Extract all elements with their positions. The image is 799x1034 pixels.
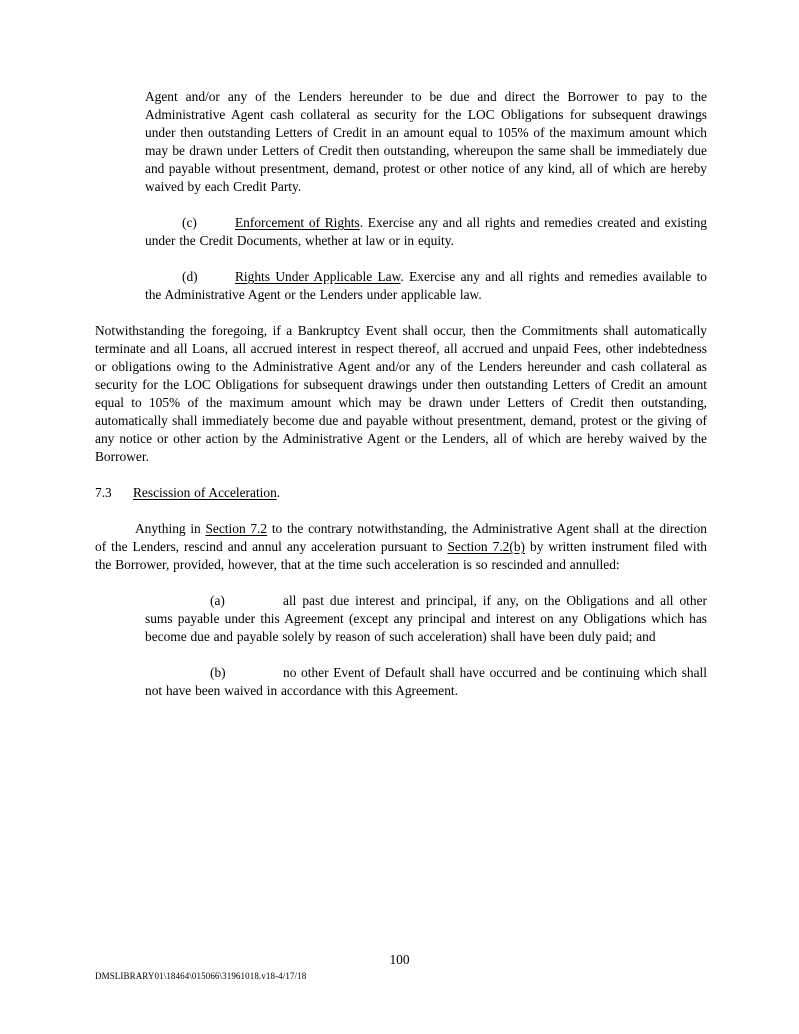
section-title-period: . — [276, 485, 281, 500]
clause-d-label: (d) — [182, 269, 198, 284]
clause-b-label: (b) — [210, 665, 226, 680]
section-title: Rescission of Acceleration — [133, 485, 277, 500]
paragraph-notwithstanding — [95, 322, 707, 466]
section-number: 7.3 — [95, 485, 112, 500]
clause-a-text: all past due interest and principal, if any, on the Obligations and all other sums payable under this Agreement (except any principal and interest on any Obligations which has become due and payable solely by reason of such acceleration) shall have been duly paid; and — [145, 593, 707, 644]
section-7-2-reference: Section 7.2 — [205, 521, 268, 536]
clause-d-text: . Exercise any and all rights and remedies available to the Administrative Agent or the Lenders under applicable law. — [145, 269, 707, 302]
section-7-2b-reference: Section 7.2(b) — [447, 539, 525, 554]
anything-run2: to the contrary notwithstanding, the Administrative Agent shall at the direction of the Lenders, rescind and annul any acceleration pursuant to — [95, 521, 707, 554]
clause-d-heading: Rights Under Applicable Law — [235, 269, 401, 284]
anything-run3: by written instrument filed with the Borrower, provided, however, that at the time such acceleration is so rescinded and annulled: — [95, 539, 707, 572]
document-control-footer: DMSLIBRARY01\18464\015066\31961018.v18-4/17/18 — [95, 971, 307, 981]
paragraph-anything — [95, 520, 707, 574]
clause-a — [145, 592, 707, 646]
paragraph-notwithstanding-text: Notwithstanding the foregoing, if a Bankruptcy Event shall occur, then the Commitments shall automatically terminate and all Loans, all accrued interest in respect thereof, all accrued and unpaid Fees, other indebtedness or obligations owing to the Administrative Agent and/or any of the Lenders hereunder and cash collateral as security for the LOC Obligations for subsequent drawings under then outstanding Letters of Credit an amount equal to 105% of the maximum amount which may be drawn under Letters of Credit then outstanding, automatically shall immediately become due and payable without presentment, demand, protest or the giving of any notice or other action by the Administrative Agent or the Lenders, all of which are hereby waived by the Borrower. — [95, 323, 707, 464]
paragraph-continuation-text: Agent and/or any of the Lenders hereunder to be due and direct the Borrower to pay to the Administrative Agent cash collateral as security for the LOC Obligations for subsequent drawings under then outstanding Letters of Credit in an amount equal to 105% of the maximum amount which may be drawn under Letters of Credit then outstanding, whereupon the same shall be immediately due and payable without presentment, demand, protest or other notice of any kind, all of which are hereby waived by each Credit Party. — [145, 89, 707, 194]
page-number: 100 — [389, 952, 410, 967]
clause-c — [145, 214, 707, 250]
clause-d — [145, 268, 707, 304]
section-heading-7-3 — [95, 484, 707, 502]
paragraph-continuation — [145, 88, 707, 196]
clause-b-text: no other Event of Default shall have occurred and be continuing which shall not have been waived in accordance with this Agreement. — [145, 665, 707, 698]
clause-c-label: (c) — [182, 215, 197, 230]
anything-run1: Anything in — [135, 521, 206, 536]
clause-a-label: (a) — [210, 593, 225, 608]
document-body — [95, 88, 707, 718]
clause-c-text: . Exercise any and all rights and remedies created and existing under the Credit Documents, whether at law or in equity. — [145, 215, 707, 248]
clause-c-heading: Enforcement of Rights — [235, 215, 360, 230]
clause-b — [145, 664, 707, 700]
